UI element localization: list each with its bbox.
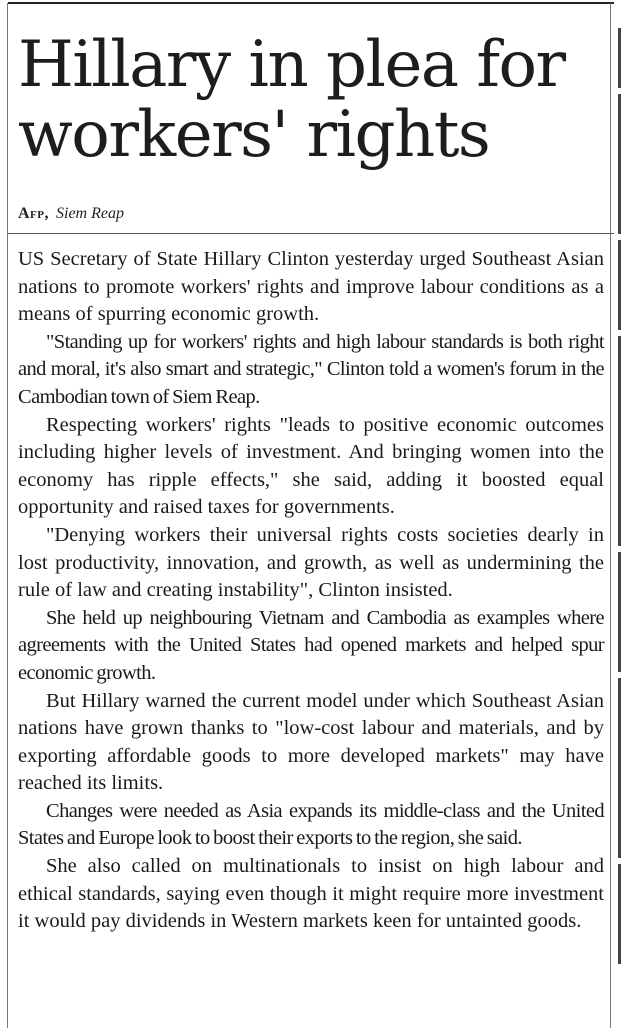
byline-divider <box>8 233 614 234</box>
left-column-rule <box>7 3 8 1028</box>
right-column-rule <box>610 3 611 1028</box>
top-column-rule <box>8 2 614 4</box>
byline <box>18 205 124 223</box>
byline-dateline: Siem Reap <box>56 205 124 222</box>
byline-agency: Afp, <box>18 205 49 222</box>
article-paragraph: Respecting workers' rights "leads to positive economic outcomes including higher levels of investment. And bringing women into the economy has ripple effects," she said, adding it boosted equal opportunity and raised taxes for governments. <box>18 413 604 519</box>
article-paragraph: "Standing up for workers' rights and high labour standards is both right and moral, it's also smart and strategic," Clinton told a women's forum in the Cambodian town of Siem Reap. <box>18 330 604 408</box>
article-headline: Hillary in plea for workers' rights <box>18 28 565 172</box>
article-paragraph: "Denying workers their universal rights costs societies dearly in lost productivity, innovation, and growth, as well as undermining the rule of law and creating instability", Clinton insisted. <box>18 523 604 602</box>
article-paragraph: US Secretary of State Hillary Clinton yesterday urged Southeast Asian nations to promote workers' rights and improve labour conditions as a means of spurring economic growth. <box>18 248 604 326</box>
adjacent-column-edge <box>618 28 624 998</box>
article-paragraph: Changes were needed as Asia expands its middle-class and the United States and Europe look to boost their exports to the region, she said. <box>18 799 604 850</box>
article-body <box>18 246 604 936</box>
article-paragraph: But Hillary warned the current model under which Southeast Asian nations have grown thanks to "low-cost labour and materials, and by exporting affordable goods to more developed markets" may have reached its limits. <box>18 689 604 795</box>
article-paragraph: She held up neighbouring Vietnam and Cambodia as examples where agreements with the United States had opened markets and helped spur economic growth. <box>18 606 604 684</box>
article-paragraph: She also called on multinationals to insist on high labour and ethical standards, saying even though it might require more investment it would pay dividends in Western markets keen for untainted goods. <box>18 855 604 933</box>
